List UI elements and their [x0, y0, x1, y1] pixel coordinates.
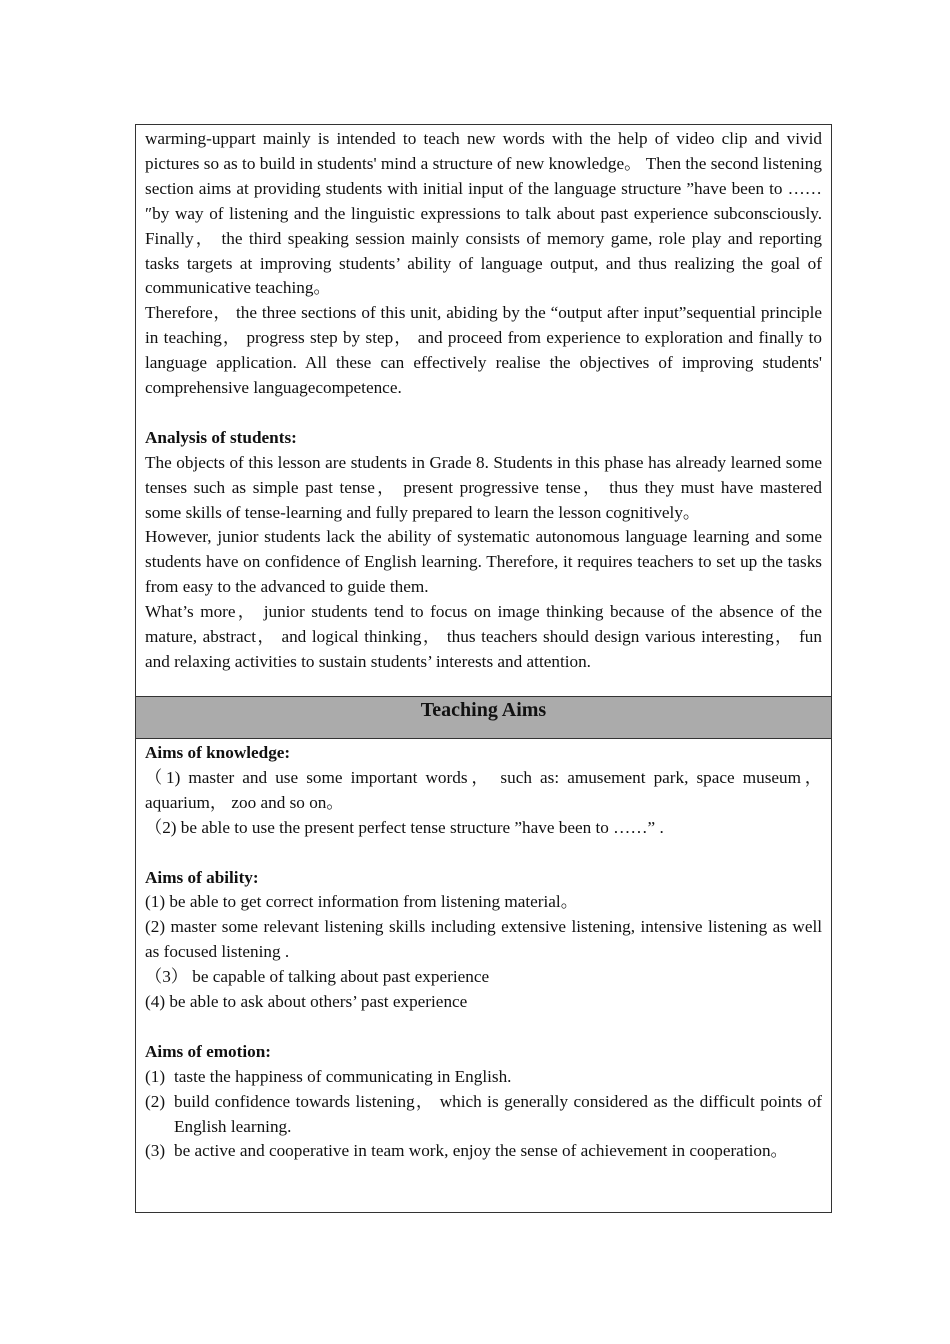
item-text: build confidence towards listening， which is generally considered as the difficult points of English learning. [174, 1091, 822, 1136]
emotion-heading: Aims of emotion: [145, 1041, 272, 1061]
blank-line [145, 401, 822, 426]
ability-heading: Aims of ability: [145, 867, 259, 887]
content-analysis-cell [136, 125, 831, 696]
emotion-item [145, 1090, 822, 1140]
knowledge-item: （1) master and use some important words， such as: amusement park, space museum， aquarium， zoo and so on。 [145, 767, 822, 812]
item-number: (2) [145, 1091, 166, 1111]
blank-line [145, 1015, 822, 1040]
item-text: taste the happiness of communicating in English. [174, 1066, 512, 1086]
knowledge-item: （2) be able to use the present perfect tense structure ”have been to ……” . [145, 817, 664, 837]
ability-item: (4) be able to ask about others’ past experience [145, 992, 468, 1012]
emotion-item [145, 1065, 822, 1090]
blank-line [145, 841, 822, 866]
emotion-item [145, 1139, 822, 1164]
students-heading: Analysis of students: [145, 427, 297, 447]
item-text: be active and cooperative in team work, enjoy the sense of achievement in cooperation。 [174, 1141, 788, 1161]
paragraph: warming-uppart mainly is intended to teach new words with the help of video clip and vivid pictures so as to build in students' mind a structure of new knowledge。 Then the second listening section aims at providing students with initial input of the language structure ”have been to ……″by way of listening and the linguistic expressions to talk about past experience subconsciously. Finally， the third speaking session mainly consists of memory game, role play and reporting tasks targets at improving students’ ability of language output, and thus realizing the goal of communicative teaching。 [145, 129, 822, 298]
paragraph: Therefore， the three sections of this unit, abiding by the “output after input”sequential principle in teaching， progress step by step， and proceed from experience to exploration and finally to language application. All these can effectively realise the objectives of improving students' comprehensive languagecompetence. [145, 303, 822, 398]
item-number: (1) [145, 1066, 166, 1086]
ability-item: （3） be capable of talking about past experience [145, 967, 490, 987]
ability-item: (1) be able to get correct information from listening material。 [145, 892, 578, 912]
teaching-aims-title: Teaching Aims [420, 699, 547, 721]
teaching-aims-cell [136, 739, 831, 1212]
lesson-plan-table [135, 124, 832, 1213]
knowledge-heading: Aims of knowledge: [145, 743, 291, 762]
paragraph: The objects of this lesson are students in Grade 8. Students in this phase has already learned some tenses such as simple past tense， present progressive tense， thus they must have mastered some skills of tense-learning and fully prepared to learn the lesson cognitively。 [145, 452, 822, 522]
ability-item: (2) master some relevant listening skills including extensive listening, intensive listening as well as focused listening . [145, 917, 822, 962]
paragraph: However, junior students lack the ability of systematic autonomous language learning and some students have on confidence of English learning. Therefore, it requires teachers to set up the tasks from easy to the advanced to guide them. [145, 527, 822, 597]
paragraph: What’s more， junior students tend to focus on image thinking because of the absence of the mature, abstract， and logical thinking， thus teachers should design various interesting， fun and relaxing activities to sustain students’ interests and attention. [145, 602, 822, 672]
teaching-aims-header [136, 696, 831, 739]
item-number: (3) [145, 1141, 166, 1161]
